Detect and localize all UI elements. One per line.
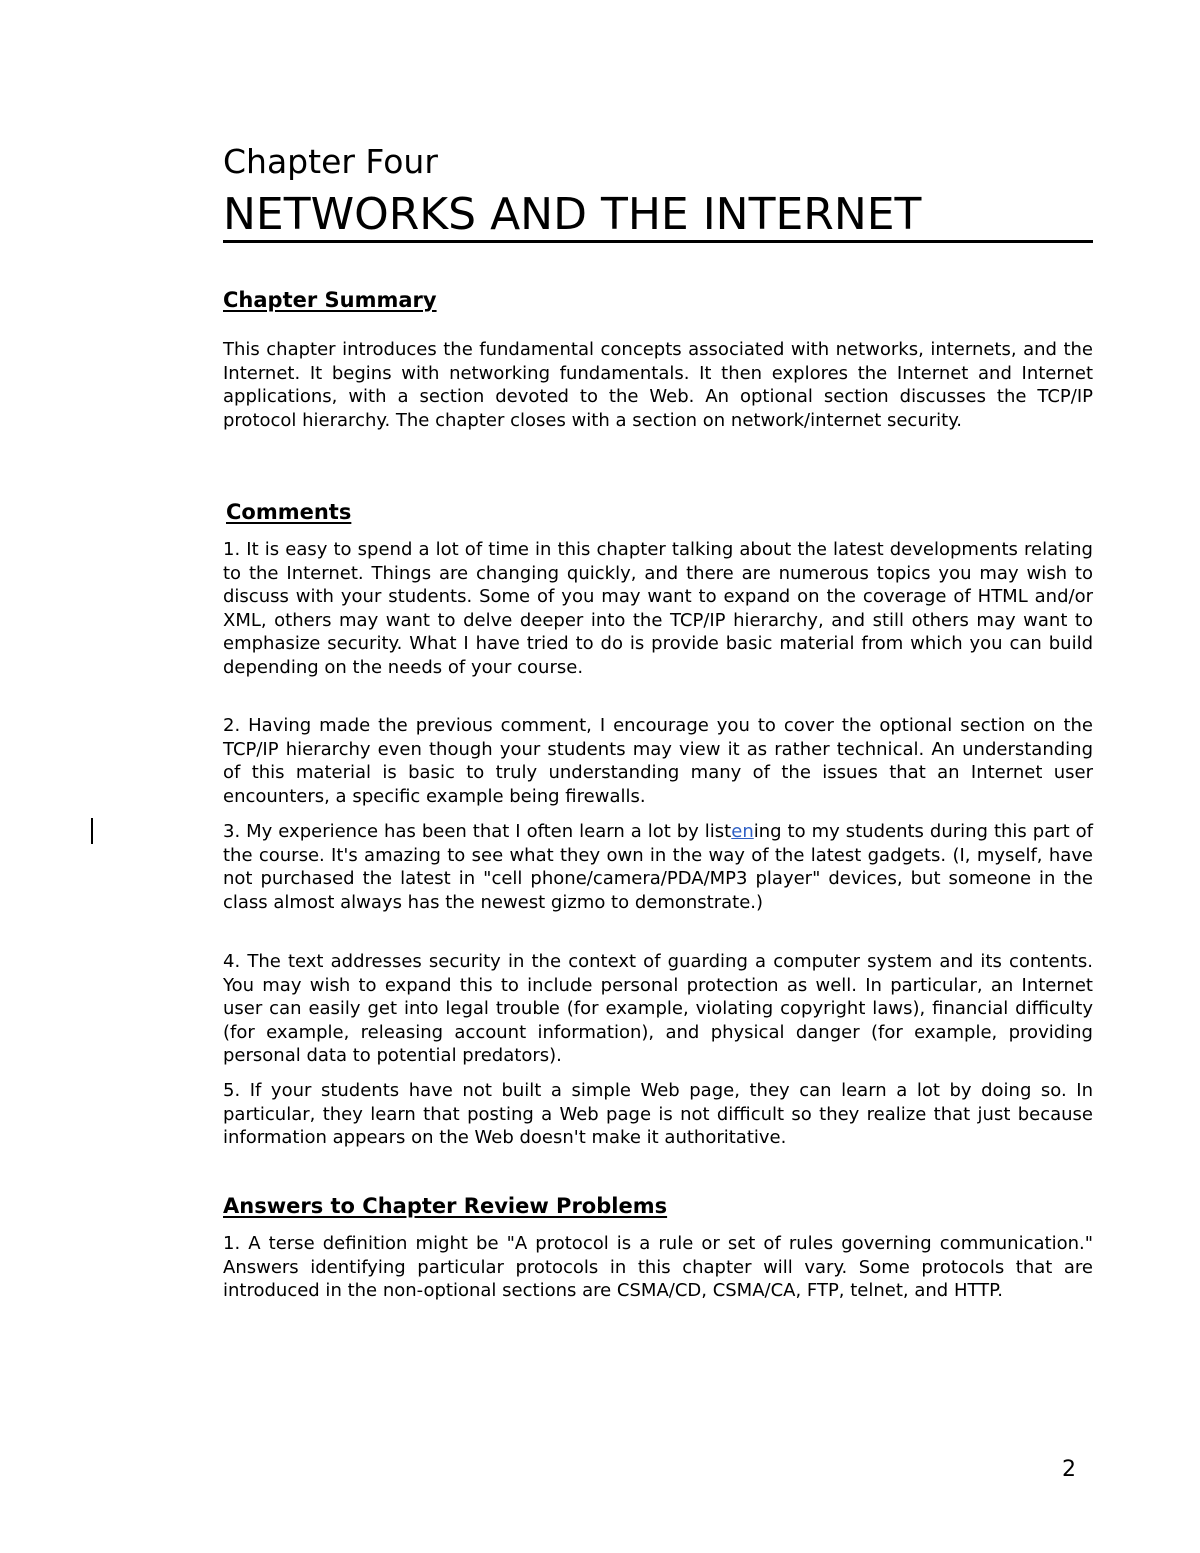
answers-heading: Answers to Chapter Review Problems bbox=[223, 1194, 668, 1218]
comment-item-2: 2. Having made the previous comment, I encourage you to cover the optional section on the TCP/IP hierarchy even though your students may view it as rather technical. An understanding of this material is basic to truly understanding many of the issues that an Internet user encounters, a specific example being firewalls. bbox=[223, 715, 1093, 807]
chapter-summary-paragraph: This chapter introduces the fundamental concepts associated with networks, internets, and the Internet. It begins with networking fundamentals. It then explores the Internet and Internet applications, with a section devoted to the Web. An optional section discusses the TCP/IP protocol hierarchy. The chapter closes with a section on network/internet security. bbox=[223, 339, 1093, 431]
chapter-title: NETWORKS AND THE INTERNET bbox=[223, 189, 922, 240]
comments-heading: Comments bbox=[226, 500, 352, 524]
text-cursor bbox=[91, 818, 93, 844]
answer-item-1: 1. A terse definition might be "A protocol is a rule or set of rules governing communication." Answers identifying particular protocols in this chapter will vary. Some protocols that are introduced in the non-optional sections are CSMA/CD, CSMA/CA, FTP, telnet, and HTTP. bbox=[223, 1233, 1093, 1301]
comment-item-5: 5. If your students have not built a simple Web page, they can learn a lot by doing so. In particular, they learn that posting a Web page is not difficult so they realize that just because information appears on the Web doesn't make it authoritative. bbox=[223, 1080, 1093, 1148]
comment-item-3-text-end: ing to my students during this part of the course. It's amazing to see what they own in the way of the latest gadgets. (I, myself, have not purchased the latest in "cell phone/camera/PDA/MP3 player" devices, but someone in the class almost always has the newest gizmo to demonstrate.) bbox=[223, 821, 1093, 913]
comment-item-3 bbox=[223, 820, 1093, 914]
comment-item-3-link[interactable]: en bbox=[731, 821, 754, 842]
chapter-label: Chapter Four bbox=[223, 142, 438, 181]
comment-item-3-text-start: 3. My experience has been that I often learn a lot by list bbox=[223, 821, 732, 842]
comment-item-1: 1. It is easy to spend a lot of time in this chapter talking about the latest developments relating to the Internet. Things are changing quickly, and there are numerous topics you may wish to discuss with your students. Some of you may want to expand on the coverage of HTML and/or XML, others may want to delve deeper into the TCP/IP hierarchy, and still others may want to emphasize security. What I have tried to do is provide basic material from which you can build depending on the needs of your course. bbox=[223, 539, 1093, 678]
page-number: 2 bbox=[1062, 1457, 1076, 1482]
title-underline-rule bbox=[223, 240, 1093, 243]
comment-item-4: 4. The text addresses security in the context of guarding a computer system and its contents. You may wish to expand this to include personal protection as well. In particular, an Internet user can easily get into legal trouble (for example, violating copyright laws), financial difficulty (for example, releasing account information), and physical danger (for example, providing personal data to potential predators). bbox=[223, 951, 1093, 1066]
chapter-summary-heading: Chapter Summary bbox=[223, 288, 437, 312]
